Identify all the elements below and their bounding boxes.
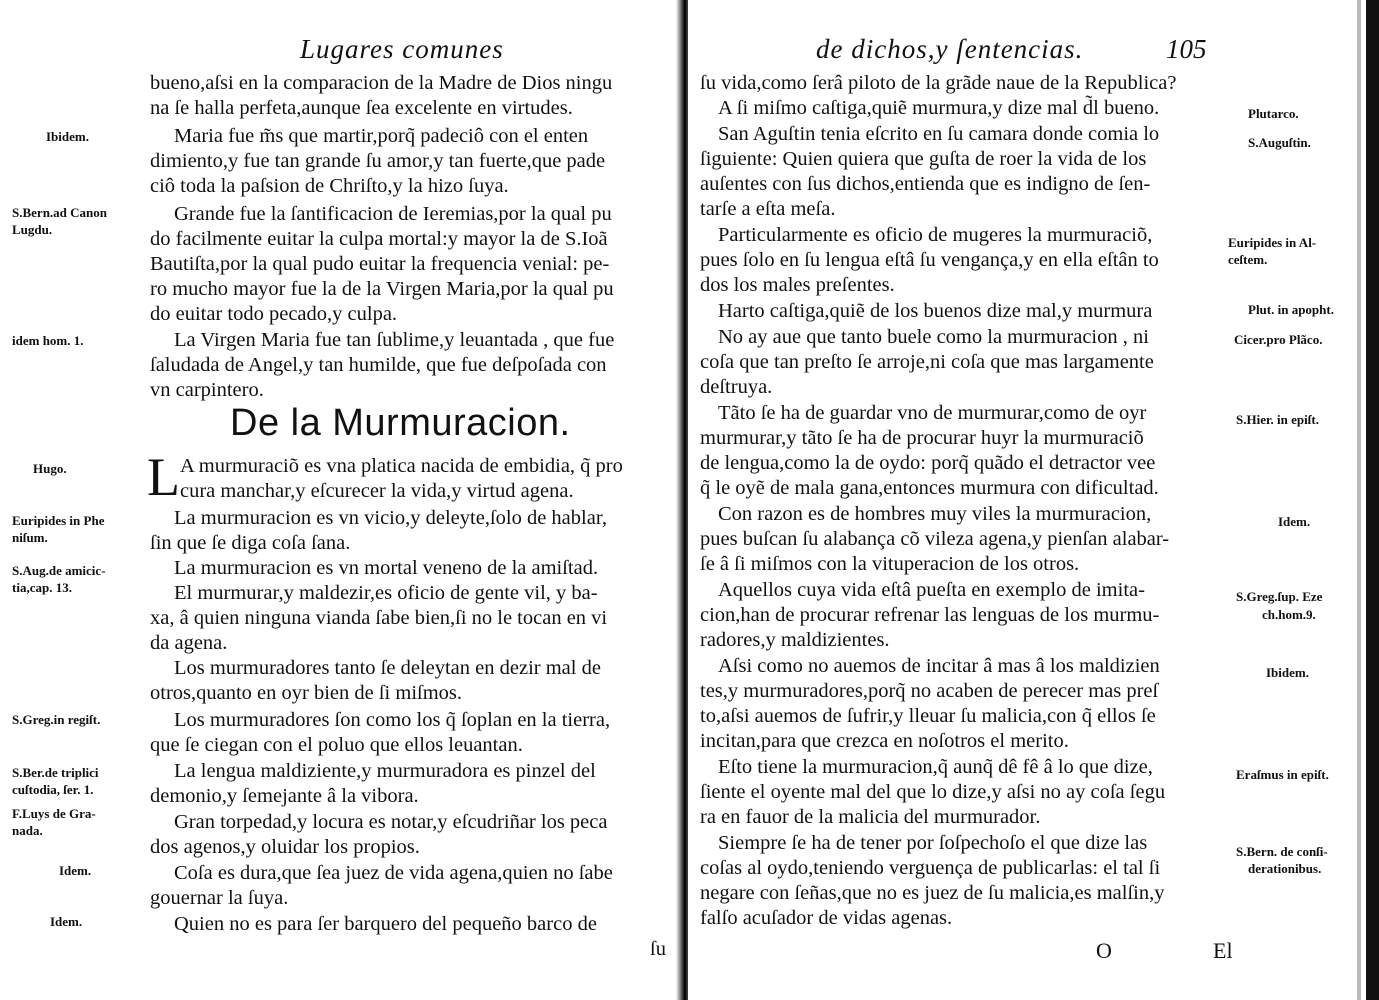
text-line: ro mucho mayor fue la de la Virgen Maria,por la qual pu (150, 278, 614, 300)
text-line: Siempre ſe ha de tener por ſoſpechoſo el que dize las (718, 832, 1148, 854)
text-line: bueno,aſsi en la comparacion de la Madre de Dios ningu (150, 72, 613, 94)
page-edge-shadow (1357, 0, 1361, 1000)
left-page (0, 0, 688, 1000)
text-line: Quien no es para ſer barquero del pequeño barco de (174, 913, 597, 935)
text-line: Eſto tiene la murmuracion,q̃ aunq̃ dê fê â lo que dize, (718, 756, 1153, 778)
margin-note: S.Greg.in regiſt. (12, 712, 101, 727)
margin-note: Ibidem. (1266, 665, 1309, 680)
text-line: gouernar la ſuya. (150, 887, 289, 909)
text-line: coſa que tan preſto ſe arroje,ni coſa que mas largamente (700, 351, 1154, 373)
text-line: ciô toda la paſsion de Chriſto,y la hizo ſuya. (150, 175, 509, 197)
left-running-header: Lugares comunes (300, 34, 504, 64)
margin-note: Hugo. (33, 461, 67, 476)
right-page (688, 0, 1379, 1000)
margin-note: Idem. (59, 863, 92, 878)
margin-note: cuſtodia, ſer. 1. (12, 782, 94, 797)
text-line: na ſe halla perfeta,aunque ſea excelente en virtudes. (150, 97, 573, 119)
text-line: cion,han de procurar refrenar las lenguas de los murmu- (700, 604, 1160, 626)
drop-capital: L (147, 447, 180, 507)
margin-note: Ibidem. (46, 129, 89, 144)
text-line: La Virgen Maria fue tan ſublime,y leuantada , que fue (174, 329, 615, 351)
catchword: El (1213, 938, 1233, 963)
text-line: El murmurar,y maldezir,es oficio de gente vil, y ba- (174, 582, 598, 604)
text-line: No ay aue que tanto buele como la murmuracion , ni (718, 326, 1149, 348)
text-line: otros,quanto en oyr bien de ſi miſmos. (150, 682, 463, 704)
margin-note: Lugdu. (12, 222, 53, 237)
text-line: coſas al oydo,teniendo verguença de publicarlas: el tal ſi (700, 857, 1161, 879)
margin-note: ceſtem. (1228, 252, 1268, 267)
text-line: auſentes con ſus dichos,entienda que es indigno de ſen- (700, 173, 1151, 195)
text-line: ſu vida,como ſerâ piloto de la grãde naue de la Republica? (700, 72, 1177, 94)
text-line: Los murmuradores tanto ſe deleytan en dezir mal de (174, 657, 601, 679)
text-line: radores,y maldizientes. (700, 629, 890, 651)
margin-note: ch.hom.9. (1262, 607, 1316, 622)
text-line: Con razon es de hombres muy viles la murmuracion, (718, 503, 1152, 525)
margin-note: S.Greg.ſup. Eze (1236, 589, 1323, 604)
text-line: tarſe a eſta meſa. (700, 198, 836, 220)
text-line: Coſa es dura,que ſea juez de vida agena,quien no ſabe (174, 862, 613, 884)
text-line: falſo acuſador de vidas agenas. (700, 907, 953, 929)
text-line: cura manchar,y eſcurecer la vida,y virtud agena. (180, 480, 574, 502)
text-line: La lengua maldiziente,y murmuradora es pinzel del (174, 760, 596, 782)
margin-note: niſum. (12, 530, 48, 545)
text-line: Aquellos cuya vida eſtâ pueſta en exemplo de imita- (718, 579, 1145, 601)
text-line: do facilmente euitar la culpa mortal:y mayor la de S.Ioã (150, 228, 608, 250)
text-line: A ſi miſmo caſtiga,quiẽ murmura,y dize mal d̃l bueno. (718, 97, 1160, 119)
text-line: ra en fauor de la malicia del murmurador. (700, 806, 1041, 828)
text-line: ſu (650, 938, 666, 960)
text-line: da agena. (150, 632, 228, 654)
margin-note: derationibus. (1248, 861, 1322, 876)
margin-note: idem hom. 1. (12, 333, 84, 348)
margin-note: Idem. (1278, 514, 1311, 529)
text-line: tes,y murmuradores,porq̃ no acaben de perecer mas preſ (700, 680, 1159, 702)
margin-note: F.Luys de Gra- (12, 806, 96, 821)
margin-note: Eraſmus in epiſt. (1236, 767, 1329, 782)
text-line: negare con ſeñas,que no es juez de ſu malicia,es malſin,y (700, 882, 1165, 904)
margin-note: Euripides in Phe (12, 513, 105, 528)
text-line: murmurar,y tãto ſe ha de procurar huyr la murmuraciõ (700, 427, 1144, 449)
text-line: Gran torpedad,y locura es notar,y eſcudriñar los peca (174, 811, 608, 833)
catchword-signature: O (1096, 938, 1112, 963)
text-line: de lengua,como la de oydo: porq̃ quãdo el detractor vee (700, 452, 1156, 474)
text-line: que ſe ciegan con el poluo que ellos leuantan. (150, 734, 523, 756)
text-line: La murmuracion es vn mortal veneno de la amiſtad. (174, 557, 599, 579)
text-line: vn carpintero. (150, 379, 264, 401)
text-line: A murmuraciõ es vna platica nacida de embidia, q̃ pro (180, 455, 623, 477)
section-heading: De la Murmuracion. (230, 402, 571, 444)
margin-note: S.Hier. in epiſt. (1236, 412, 1319, 427)
margin-note: Plutarco. (1248, 106, 1299, 121)
text-line: Particularmente es oficio de mugeres la murmuraciõ, (718, 224, 1153, 246)
text-line: incitan,para que crezca en noſotros el merito. (700, 730, 1069, 752)
right-running-header: de dichos,y ſentencias. (816, 34, 1084, 64)
text-line: dos los males preſentes. (700, 274, 895, 296)
text-line: do euitar todo pecado,y culpa. (150, 303, 398, 325)
margin-note: S.Bern.ad Canon (12, 205, 107, 220)
text-line: dos agenos,y oluidar los propios. (150, 836, 420, 858)
text-line: Bautiſta,por la qual pudo euitar la frequencia venial: pe- (150, 253, 610, 275)
text-line: Maria fue m̃s que martir,porq̃ padeciô con el enten (174, 125, 589, 147)
margin-note: S.Aug.de amicic- (12, 563, 106, 578)
text-line: Aſsi como no auemos de incitar â mas â los maldizien (718, 655, 1160, 677)
margin-note: S.Ber.de triplici (12, 765, 99, 780)
margin-note: nada. (12, 823, 43, 838)
text-line: Los murmuradores ſon como los q̃ ſoplan en la tierra, (174, 709, 611, 731)
text-line: ſaludada de Angel,y tan humilde, que fue deſpoſada con (150, 354, 607, 376)
text-line: San Aguſtin tenia eſcrito en ſu camara donde comia lo (718, 123, 1160, 145)
text-line: Harto caſtiga,quiẽ de los buenos dize mal,y murmura (718, 300, 1153, 322)
margin-note: S.Bern. de conſi- (1236, 844, 1328, 859)
margin-note: Euripides in Al- (1228, 235, 1317, 250)
text-line: La murmuracion es vn vicio,y deleyte,ſolo de hablar, (174, 507, 607, 529)
text-line: to,aſsi auemos de ſufrir,y lleuar ſu malicia,con q̃ ellos ſe (700, 705, 1156, 727)
text-line: ſe â ſi miſmos con la vituperacion de los otros. (700, 553, 1080, 575)
text-line: ſiguiente: Quien quiera que guſta de roer la vida de los (700, 148, 1147, 170)
margin-note: Idem. (50, 914, 83, 929)
margin-note: Cicer.pro Plãco. (1234, 332, 1323, 347)
margin-note: tia,cap. 13. (12, 580, 72, 595)
page-edge (1366, 0, 1379, 1000)
margin-note: Plut. in apopht. (1248, 302, 1334, 317)
page-number: 105 (1166, 34, 1207, 64)
text-line: xa, â quien ninguna vianda ſabe bien,ſi no le tocan en vi (150, 607, 608, 629)
text-line: Tãto ſe ha de guardar vno de murmurar,como de oyr (718, 402, 1147, 424)
text-line: Grande fue la ſantificacion de Ieremias,por la qual pu (174, 203, 612, 225)
text-line: ſiente el oyente mal del que lo dize,y aſsi no ay coſa ſegu (700, 781, 1166, 803)
text-line: deſtruya. (700, 376, 773, 398)
text-line: q̃ le oyẽ de mala gana,entonces murmura con dificultad. (700, 477, 1159, 499)
text-line: ſin que ſe diga coſa ſana. (150, 532, 351, 554)
text-line: pues ſolo en ſu lengua eſtâ ſu vengança,y en ella eſtân to (700, 249, 1159, 271)
text-line: demonio,y ſemejante â la vibora. (150, 785, 419, 807)
text-line: pues buſcan ſu alabança cõ vileza agena,y pienſan alabar- (700, 528, 1170, 550)
margin-note: S.Auguſtin. (1248, 135, 1311, 150)
text-line: dimiento,y fue tan grande ſu amor,y tan fuerte,que pade (150, 150, 606, 172)
